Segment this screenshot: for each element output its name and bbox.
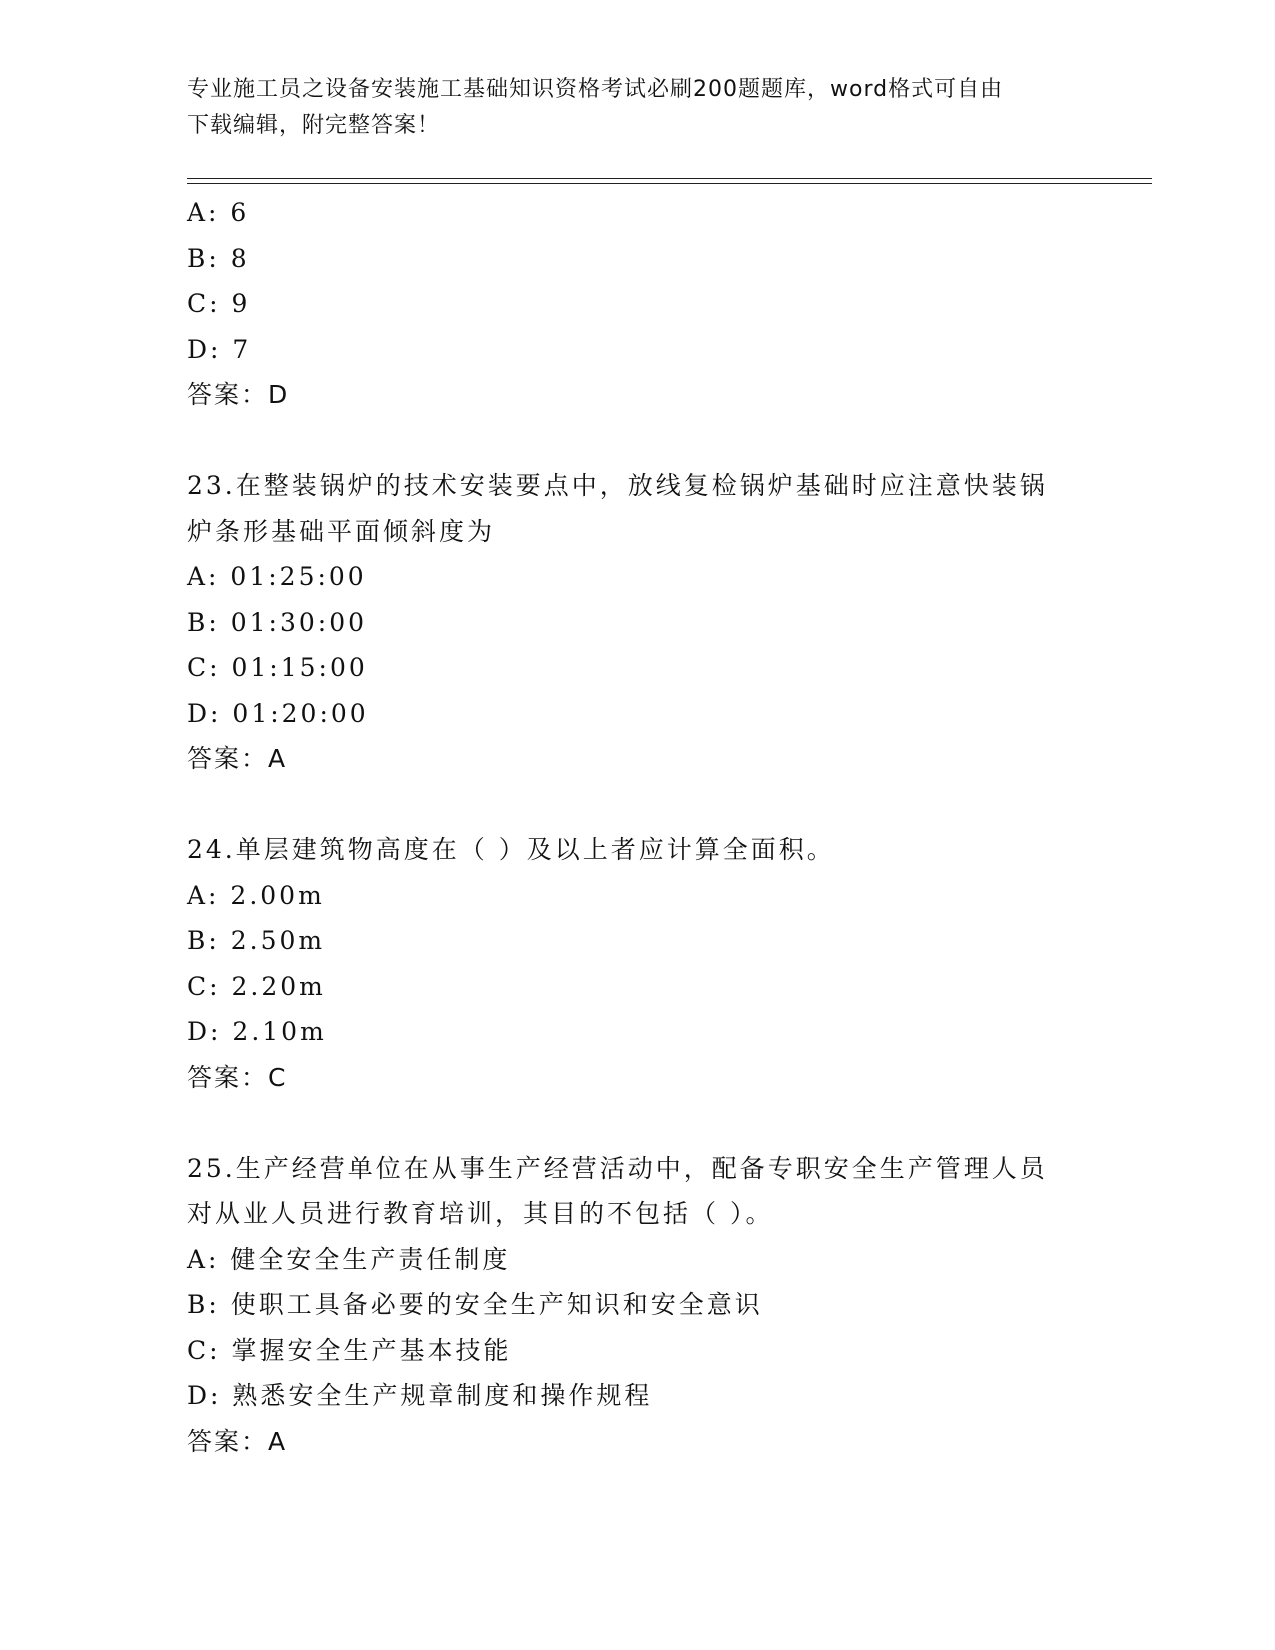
option-c: C: 9 (187, 289, 251, 318)
option-b: B: 01:30:00 (187, 607, 368, 637)
document-body (187, 190, 1087, 1464)
document-header (187, 72, 1087, 144)
question-stem-line-1: 25.生产经营单位在从事生产经营活动中，配备专职安全生产管理人员 (187, 1153, 1048, 1183)
question-24 (187, 827, 1087, 1100)
option-c: C: 01:15:00 (187, 653, 368, 682)
question-stem-line-2: 炉条形基础平面倾斜度为 (187, 516, 496, 546)
option-b: B: 8 (187, 243, 250, 273)
question-stem-line-1: 23.在整装锅炉的技术安装要点中，放线复检锅炉基础时应注意快装锅 (187, 471, 1048, 500)
header-rule-bottom (187, 183, 1152, 184)
header-line-1: 专业施工员之设备安装施工基础知识资格考试必刷200题题库，word格式可自由 (187, 77, 1004, 102)
spacer (187, 1100, 1087, 1146)
answer-line: 答案：C (187, 1062, 288, 1092)
question-22-continued (187, 190, 1087, 418)
question-stem-line-1: 24.单层建筑物高度在（ ）及以上者应计算全面积。 (187, 835, 835, 864)
question-25 (187, 1146, 1087, 1465)
option-d: D: 7 (187, 334, 252, 364)
option-b: B: 使职工具备必要的安全生产知识和安全意识 (187, 1290, 763, 1319)
question-23 (187, 463, 1087, 782)
option-a: A: 健全安全生产责任制度 (187, 1244, 511, 1274)
option-d: D: 01:20:00 (187, 698, 369, 728)
option-a: A: 01:25:00 (187, 562, 367, 591)
option-d: D: 2.10m (187, 1017, 327, 1046)
option-b: B: 2.50m (187, 926, 326, 955)
spacer (187, 418, 1087, 464)
question-stem-line-2: 对从业人员进行教育培训，其目的不包括（ ）。 (187, 1199, 774, 1228)
option-c: C: 掌握安全生产基本技能 (187, 1335, 512, 1365)
spacer (187, 782, 1087, 828)
header-rule-top (187, 178, 1152, 179)
answer-line: 答案：D (187, 380, 290, 409)
option-a: A: 2.00m (187, 880, 325, 910)
option-d: D: 熟悉安全生产规章制度和操作规程 (187, 1381, 653, 1410)
answer-line: 答案：A (187, 1426, 288, 1456)
header-line-2: 下载编辑，附完整答案！ (187, 113, 441, 138)
option-a: A: 6 (187, 198, 250, 227)
option-c: C: 2.20m (187, 971, 326, 1001)
answer-line: 答案：A (187, 744, 288, 773)
